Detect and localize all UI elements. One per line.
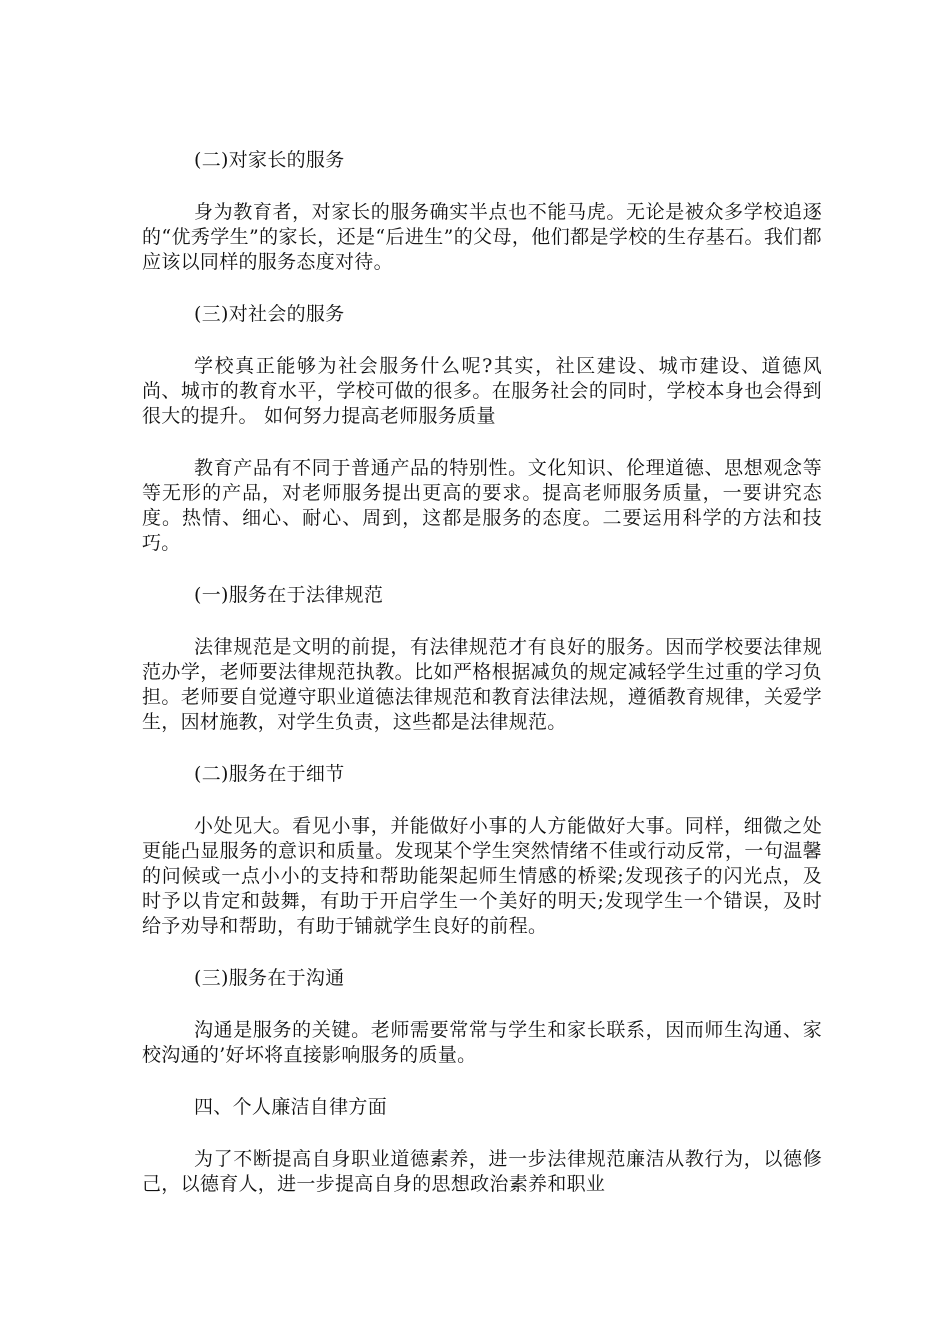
body-paragraph: 沟通是服务的关键。老师需要常常与学生和家长联系，因而师生沟通、家校沟通的’好坏将直接影响服务的质量。 — [142, 1019, 822, 1066]
section-heading: (二)服务在于细节 — [194, 763, 345, 785]
section-heading: 四、个人廉洁自律方面 — [194, 1096, 388, 1118]
section-heading: (一)服务在于法律规范 — [194, 584, 384, 606]
body-paragraph: 小处见大。看见小事，并能做好小事的人方能做好大事。同样，细微之处更能凸显服务的意识和质量。发现某个学生突然情绪不佳或行动反常，一句温馨的问候或一点小小的支持和帮助能架起师生情感的桥梁;发现孩子的闪光点，及时予以肯定和鼓舞，有助于开启学生一个美好的明天;发现学生一个错误，及时给予劝导和帮助，有助于铺就学生良好的前程。 — [142, 815, 822, 937]
document-body — [142, 148, 822, 1224]
body-paragraph: 学校真正能够为社会服务什么呢?其实，社区建设、城市建设、道德风尚、城市的教育水平，学校可做的很多。在服务社会的同时，学校本身也会得到很大的提升。 如何努力提高老师服务质量 — [142, 355, 822, 427]
body-paragraph: 教育产品有不同于普通产品的特别性。文化知识、伦理道德、思想观念等等无形的产品，对老师服务提出更高的要求。提高老师服务质量，一要讲究态度。热情、细心、耐心、周到，这都是服务的态度。二要运用科学的方法和技巧。 — [142, 457, 822, 554]
section-heading: (三)对社会的服务 — [194, 303, 345, 325]
body-paragraph: 法律规范是文明的前提，有法律规范才有良好的服务。因而学校要法律规范办学，老师要法律规范执教。比如严格根据减负的规定减轻学生过重的学习负担。老师要自觉遵守职业道德法律规范和教育法律法规，遵循教育规律，关爱学生，因材施教，对学生负责，这些都是法律规范。 — [142, 636, 822, 733]
body-paragraph: 为了不断提高自身职业道德素养，进一步法律规范廉洁从教行为，以德修己，以德育人，进一步提高自身的思想政治素养和职业 — [142, 1148, 822, 1195]
body-paragraph: 身为教育者，对家长的服务确实半点也不能马虎。无论是被众多学校追逐的“优秀学生”的家长，还是“后进生”的父母，他们都是学校的生存基石。我们都应该以同样的服务态度对待。 — [142, 201, 822, 273]
section-heading: (二)对家长的服务 — [194, 149, 345, 171]
section-heading: (三)服务在于沟通 — [194, 967, 345, 989]
